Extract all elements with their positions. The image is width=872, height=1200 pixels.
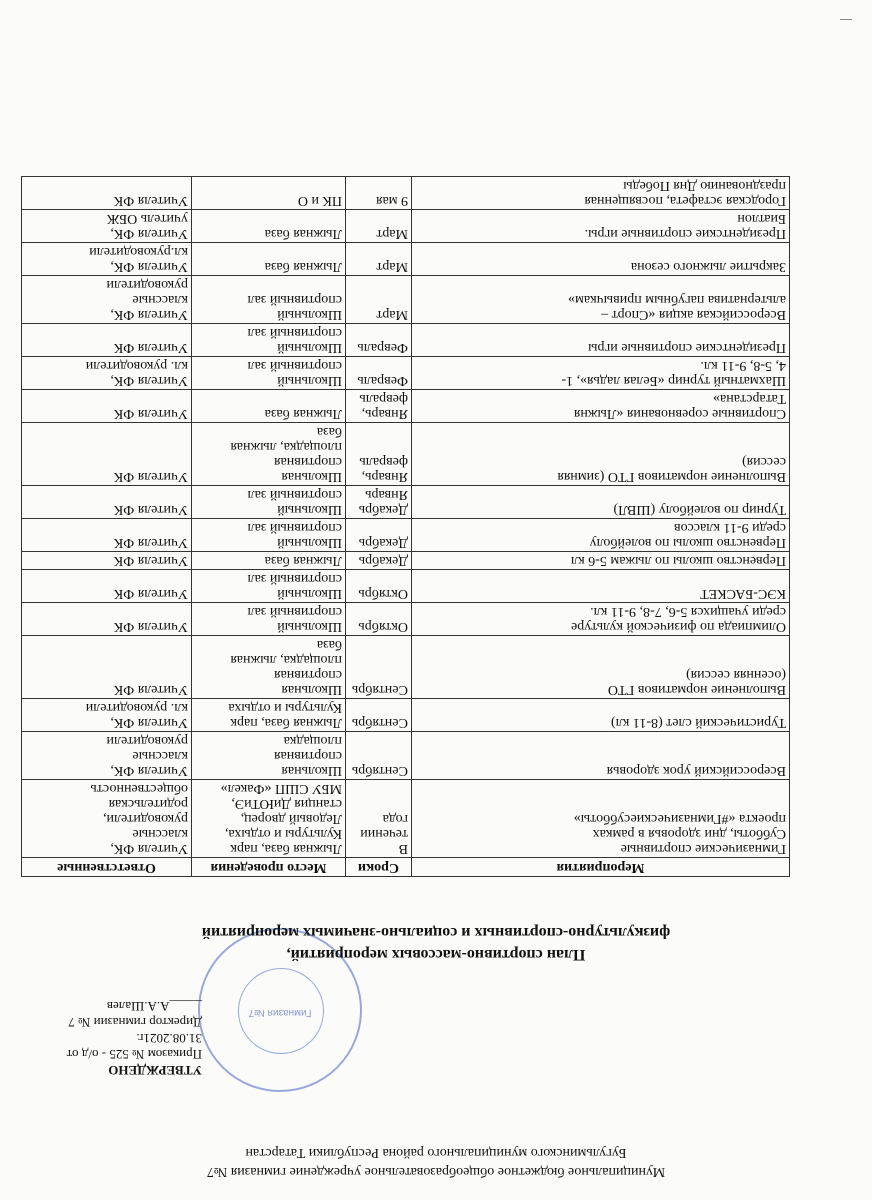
dates-cell-line: Сентябрь <box>351 763 408 778</box>
event-cell-line: среди 9-11 классов <box>673 520 786 535</box>
table-row <box>22 552 790 570</box>
event-cell <box>412 699 790 732</box>
place-cell-line: площадка, лыжная <box>230 652 342 667</box>
place-cell-line: Лыжная база, парк <box>230 841 342 856</box>
responsible-cell <box>22 276 192 324</box>
approval-order: Приказом № 525 - о/д от 31.08.2021г. <box>66 1031 202 1062</box>
responsible-cell-line: родительская <box>108 796 188 811</box>
event-cell-line: Всероссийский урок здоровья <box>606 763 786 778</box>
dates-cell-line: Февраль <box>357 373 408 388</box>
responsible-cell-line: классные <box>132 826 188 841</box>
event-cell <box>412 636 790 699</box>
responsible-cell-line: Учителя ФК <box>113 619 188 634</box>
responsible-cell-line: кл.руководители <box>89 244 188 259</box>
event-cell-line: 4, 5-8, 9-11 кл. <box>700 358 786 373</box>
place-cell-line: спортивный зал <box>247 604 342 619</box>
place-cell-line: Школьная <box>281 469 342 484</box>
events-plan-table <box>21 176 790 877</box>
place-cell-line: Лыжная база <box>264 226 342 241</box>
responsible-cell-line: кл. руководители <box>85 358 188 373</box>
dates-cell <box>346 243 412 276</box>
event-cell <box>412 570 790 603</box>
event-cell-line: Выполнение нормативов ГТО <box>607 682 786 697</box>
dates-cell-line: Февраль <box>357 340 408 355</box>
responsible-cell-line: классные <box>132 292 188 307</box>
event-cell <box>412 732 790 780</box>
event-cell <box>412 519 790 552</box>
place-cell-line: спортивный зал <box>247 292 342 307</box>
column-header-responsible: Ответственные <box>22 858 192 877</box>
responsible-cell-line: Учителя ФК <box>113 502 188 517</box>
event-cell-line: среди учащихся 5-6, 7-8, 9-11 кл. <box>590 604 786 619</box>
place-cell-line: ПК и О <box>297 193 342 208</box>
event-cell <box>412 603 790 636</box>
event-cell <box>412 486 790 519</box>
dates-cell-line: Сентябрь <box>351 682 408 697</box>
event-cell <box>412 324 790 357</box>
responsible-cell <box>22 552 192 570</box>
event-cell-line: Первенство школы по волейболу <box>589 535 786 550</box>
dates-cell-line: февраль <box>359 391 408 406</box>
place-cell-line: Школьный <box>277 373 342 388</box>
responsible-cell <box>22 324 192 357</box>
column-header-place: Место проведения <box>192 858 346 877</box>
school-name-line-2: Бугульминского муниципального района Республики Татарстан <box>245 1145 627 1160</box>
table-row <box>22 357 790 390</box>
event-cell-line: Президентские спортивные игры. <box>584 226 786 241</box>
responsible-cell <box>22 423 192 486</box>
dates-cell <box>346 210 412 243</box>
dates-cell-line: Март <box>376 259 408 274</box>
dates-cell <box>346 423 412 486</box>
document-subtitle: физкультурно-спортивных и социально-значимых мероприятий <box>201 924 671 941</box>
place-cell-line: спортивный зал <box>247 571 342 586</box>
place-cell-line: спортивная <box>274 748 342 763</box>
place-cell-line: спортивный зал <box>247 358 342 373</box>
document-title: План спортивно-массовых мероприятий, <box>286 946 586 963</box>
event-cell-line: Субботы, дни здоровья в рамках <box>592 826 786 841</box>
responsible-cell-line: классные <box>132 748 188 763</box>
dates-cell-line: Декабрь <box>358 535 408 550</box>
place-cell-line: Лыжная база <box>264 553 342 568</box>
approval-signature: _____А.А.Шалев <box>106 999 202 1014</box>
table-row <box>22 780 790 858</box>
place-cell <box>192 636 346 699</box>
place-cell <box>192 570 346 603</box>
responsible-cell <box>22 519 192 552</box>
place-cell-line: площадка <box>283 733 342 748</box>
event-cell <box>412 210 790 243</box>
place-cell <box>192 390 346 423</box>
responsible-cell-line: учитель ОБЖ <box>106 211 188 226</box>
place-cell-line: спортивный зал <box>247 487 342 502</box>
place-cell-line: Школьный <box>277 586 342 601</box>
responsible-cell-line: Учителя ФК, <box>110 307 188 322</box>
responsible-cell-line: Учителя ФК, <box>110 841 188 856</box>
dates-cell <box>346 276 412 324</box>
place-cell-line: спортивная <box>274 454 342 469</box>
responsible-cell-line: Учителя ФК <box>113 193 188 208</box>
dates-cell-line: Сентябрь <box>351 715 408 730</box>
dates-cell-line: Декабрь <box>358 553 408 568</box>
dates-cell <box>346 390 412 423</box>
place-cell-line: площадка, лыжная <box>230 439 342 454</box>
event-cell <box>412 423 790 486</box>
event-cell-line: (осенняя сессия) <box>686 667 786 682</box>
responsible-cell-line: руководители, <box>103 811 188 826</box>
dates-cell-line: года <box>382 811 408 826</box>
event-cell-line: Гимназические спортивные <box>620 841 786 856</box>
responsible-cell-line: Учителя ФК <box>113 535 188 550</box>
responsible-cell <box>22 636 192 699</box>
place-cell-line: Школьный <box>277 619 342 634</box>
event-cell-line: сессия) <box>742 454 786 469</box>
dates-cell-line: Январь, <box>361 469 408 484</box>
approval-title: УТВЕРЖДЕНО <box>108 1063 202 1078</box>
responsible-cell-line: Учителя ФК <box>113 553 188 568</box>
table-row <box>22 486 790 519</box>
table-row <box>22 243 790 276</box>
responsible-cell <box>22 390 192 423</box>
dates-cell-line: Март <box>376 226 408 241</box>
dates-cell-line: февраль <box>359 454 408 469</box>
event-cell-line: Закрытие лыжного сезона <box>630 259 786 274</box>
event-cell-line: альтернатива пагубным привычкам» <box>568 292 786 307</box>
event-cell <box>412 552 790 570</box>
event-cell-line: КЭС-БАСКЕТ <box>700 586 786 601</box>
responsible-cell <box>22 357 192 390</box>
responsible-cell-line: Учителя ФК, <box>110 373 188 388</box>
place-cell <box>192 243 346 276</box>
table-row <box>22 519 790 552</box>
event-cell <box>412 390 790 423</box>
seal-label: Гимназия №7 <box>248 1007 312 1018</box>
scan-artifact <box>840 19 852 20</box>
event-cell-line: Спортивные соревнования «Лыжня <box>573 406 786 421</box>
place-cell <box>192 519 346 552</box>
responsible-cell <box>22 732 192 780</box>
dates-cell-line: Октябрь <box>358 586 408 601</box>
dates-cell <box>346 570 412 603</box>
place-cell <box>192 276 346 324</box>
dates-cell <box>346 357 412 390</box>
table-row <box>22 324 790 357</box>
place-cell-line: Ледовый дворец, <box>240 811 342 826</box>
dates-cell <box>346 780 412 858</box>
dates-cell <box>346 177 412 210</box>
place-cell <box>192 486 346 519</box>
place-cell <box>192 603 346 636</box>
responsible-cell-line: Учителя ФК <box>113 469 188 484</box>
table-row <box>22 276 790 324</box>
place-cell-line: МБУ СШП «Факел» <box>220 781 342 796</box>
dates-cell-line: Октябрь <box>358 619 408 634</box>
event-cell-line: Выполнение нормативов ГТО (зимняя <box>557 469 786 484</box>
approval-position: Директор гимназии № 7 <box>68 1015 202 1030</box>
event-cell-line: Турнир по волейболу (ШВЛ) <box>613 502 786 517</box>
dates-cell <box>346 324 412 357</box>
event-cell-line: Президентские спортивные игры <box>588 340 786 355</box>
responsible-cell-line: Учителя ФК, <box>110 715 188 730</box>
responsible-cell <box>22 486 192 519</box>
responsible-cell-line: Учителя ФК, <box>110 259 188 274</box>
place-cell <box>192 780 346 858</box>
dates-cell <box>346 486 412 519</box>
place-cell <box>192 552 346 570</box>
responsible-cell-line: Учителя ФК <box>113 406 188 421</box>
responsible-cell <box>22 210 192 243</box>
approval-block <box>2 998 202 1078</box>
event-cell-line: Всероссийская акция «Спорт – <box>601 307 786 322</box>
table-row <box>22 570 790 603</box>
dates-cell <box>346 519 412 552</box>
event-cell <box>412 177 790 210</box>
responsible-cell-line: руководители <box>106 733 188 748</box>
table-body <box>22 177 790 858</box>
place-cell-line: Лыжная база <box>264 406 342 421</box>
place-cell-line: Лыжная база, парк <box>230 715 342 730</box>
event-cell-line: Первенство школы по лыжам 5-6 кл <box>570 553 786 568</box>
place-cell-line: Школьный <box>277 340 342 355</box>
place-cell-line: Лыжная база <box>264 259 342 274</box>
table-row <box>22 390 790 423</box>
table-row <box>22 636 790 699</box>
event-cell-line: Городская эстафета, посвященная <box>584 193 786 208</box>
table-row <box>22 210 790 243</box>
dates-cell-line: Март <box>376 307 408 322</box>
responsible-cell <box>22 243 192 276</box>
responsible-cell <box>22 780 192 858</box>
place-cell-line: Школьная <box>281 682 342 697</box>
event-cell-line: Шахматный турнир «Белая ладья», 1- <box>561 373 786 388</box>
place-cell-line: станция ДиЮТиЭ, <box>231 796 342 811</box>
column-header-events: Мероприятия <box>412 858 790 877</box>
table-row <box>22 732 790 780</box>
place-cell-line: Школьный <box>277 535 342 550</box>
dates-cell-line: В течении <box>360 826 408 856</box>
place-cell-line: спортивный зал <box>247 325 342 340</box>
event-cell-line: Татарстана» <box>713 391 786 406</box>
place-cell-line: Культуры и отдыха, <box>224 826 342 841</box>
place-cell <box>192 324 346 357</box>
place-cell <box>192 699 346 732</box>
responsible-cell-line: Учителя ФК <box>113 586 188 601</box>
responsible-cell <box>22 603 192 636</box>
place-cell <box>192 732 346 780</box>
table-row <box>22 699 790 732</box>
event-cell <box>412 780 790 858</box>
dates-cell-line: 9 мая <box>376 193 408 208</box>
table-header-row <box>22 858 790 877</box>
dates-cell <box>346 699 412 732</box>
school-name-line-1: Муниципальное бюджетное общеобразовательное учреждение гимназия №7 <box>206 1164 666 1179</box>
event-cell-line: Олимпиада по физической культуре <box>571 619 786 634</box>
place-cell <box>192 177 346 210</box>
place-cell-line: база <box>316 424 342 439</box>
event-cell <box>412 357 790 390</box>
place-cell <box>192 357 346 390</box>
dates-cell <box>346 636 412 699</box>
responsible-cell-line: общественность <box>90 781 188 796</box>
dates-cell-line: Январь, <box>361 406 408 421</box>
event-cell-line: проекта «#Гимназическиесубботы» <box>573 811 786 826</box>
dates-cell <box>346 552 412 570</box>
event-cell-line: Туристический слет (8-11 кл) <box>610 715 786 730</box>
event-cell <box>412 276 790 324</box>
dates-cell-line: Январь <box>365 487 408 502</box>
responsible-cell-line: Учителя ФК <box>113 340 188 355</box>
table-row <box>22 603 790 636</box>
table-row <box>22 177 790 210</box>
event-cell-line: Биатлон <box>737 211 786 226</box>
dates-cell-line: Декабрь <box>358 502 408 517</box>
responsible-cell-line: руководители <box>106 277 188 292</box>
place-cell-line: Школьный <box>277 307 342 322</box>
place-cell-line: база <box>316 637 342 652</box>
table-row <box>22 423 790 486</box>
responsible-cell-line: Учителя ФК, <box>110 226 188 241</box>
place-cell-line: Культуры и отдыха <box>228 700 342 715</box>
dates-cell <box>346 732 412 780</box>
responsible-cell <box>22 177 192 210</box>
event-cell-line: празднованию Дня Победы <box>623 178 786 193</box>
place-cell <box>192 423 346 486</box>
responsible-cell-line: кл. руководители <box>85 700 188 715</box>
place-cell-line: Школьная <box>281 763 342 778</box>
responsible-cell <box>22 570 192 603</box>
place-cell <box>192 210 346 243</box>
event-cell <box>412 243 790 276</box>
place-cell-line: спортивный зал <box>247 520 342 535</box>
place-cell-line: Школьный <box>277 502 342 517</box>
column-header-dates: Сроки <box>346 858 412 877</box>
place-cell-line: спортивная <box>274 667 342 682</box>
dates-cell <box>346 603 412 636</box>
responsible-cell-line: Учителя ФК <box>113 682 188 697</box>
responsible-cell <box>22 699 192 732</box>
responsible-cell-line: Учителя ФК, <box>110 763 188 778</box>
